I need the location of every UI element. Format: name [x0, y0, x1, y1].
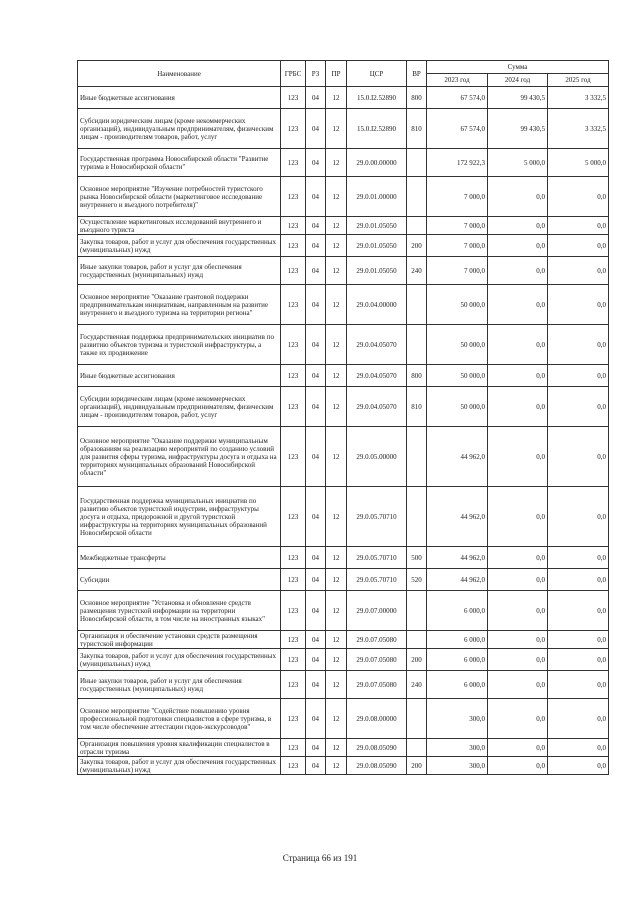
- cell-csr: 29.0.04.00000: [347, 285, 407, 325]
- cell-2023: 300,0: [427, 699, 488, 739]
- cell-rz: 04: [306, 547, 326, 569]
- cell-csr: 29.0.05.70710: [347, 487, 407, 547]
- cell-2023: 44 962,0: [427, 547, 488, 569]
- cell-vr: [407, 325, 427, 365]
- cell-2025: 3 332,5: [548, 109, 609, 149]
- cell-2024: 0,0: [488, 569, 548, 591]
- cell-vr: 810: [407, 387, 427, 427]
- cell-vr: [407, 739, 427, 757]
- header-name: Наименование: [78, 61, 281, 87]
- cell-2025: 0,0: [548, 285, 609, 325]
- cell-rz: 04: [306, 149, 326, 177]
- cell-grbs: 123: [281, 109, 306, 149]
- cell-csr: 15.0.I2.52890: [347, 87, 407, 109]
- cell-2025: 0,0: [548, 387, 609, 427]
- cell-2023: 50 000,0: [427, 325, 488, 365]
- cell-vr: 200: [407, 757, 427, 775]
- cell-2023: 67 574,0: [427, 109, 488, 149]
- cell-rz: 04: [306, 487, 326, 547]
- cell-rz: 04: [306, 365, 326, 387]
- cell-vr: [407, 427, 427, 487]
- cell-rz: 04: [306, 109, 326, 149]
- cell-grbs: 123: [281, 487, 306, 547]
- cell-grbs: 123: [281, 217, 306, 235]
- cell-2025: 0,0: [548, 487, 609, 547]
- cell-name: Государственная программа Новосибирской области "Развитие туризма в Новосибирской области": [78, 149, 281, 177]
- cell-2025: 0,0: [548, 569, 609, 591]
- cell-2025: 0,0: [548, 699, 609, 739]
- cell-2024: 0,0: [488, 427, 548, 487]
- cell-2024: 0,0: [488, 591, 548, 631]
- cell-2023: 300,0: [427, 739, 488, 757]
- cell-vr: [407, 591, 427, 631]
- table-row: [78, 325, 609, 365]
- cell-csr: 29.0.08.05090: [347, 739, 407, 757]
- cell-rz: 04: [306, 699, 326, 739]
- cell-rz: 04: [306, 427, 326, 487]
- cell-name: Субсидии юридическим лицам (кроме некоммерческих организаций), индивидуальным предпринимателям, физическим лицам - производителям товаров, работ, услуг: [78, 109, 281, 149]
- cell-2023: 7 000,0: [427, 177, 488, 217]
- cell-name: Субсидии юридическим лицам (кроме некоммерческих организаций), индивидуальным предпринимателям, физическим лицам - производителям товаров, работ, услуг: [78, 387, 281, 427]
- cell-grbs: 123: [281, 427, 306, 487]
- cell-2024: 0,0: [488, 387, 548, 427]
- cell-2025: 0,0: [548, 591, 609, 631]
- cell-2023: 50 000,0: [427, 285, 488, 325]
- cell-csr: 29.0.05.70710: [347, 547, 407, 569]
- cell-rz: 04: [306, 325, 326, 365]
- cell-2025: 0,0: [548, 631, 609, 649]
- cell-pr: 12: [326, 547, 347, 569]
- header-vr: ВР: [407, 61, 427, 87]
- cell-pr: 12: [326, 699, 347, 739]
- cell-2024: 0,0: [488, 177, 548, 217]
- cell-grbs: 123: [281, 569, 306, 591]
- cell-rz: 04: [306, 591, 326, 631]
- cell-vr: [407, 177, 427, 217]
- table-row: [78, 739, 609, 757]
- cell-pr: 12: [326, 569, 347, 591]
- cell-rz: 04: [306, 217, 326, 235]
- cell-name: Иные бюджетные ассигнования: [78, 87, 281, 109]
- cell-csr: 29.0.07.00000: [347, 591, 407, 631]
- page-number: Страница 66 из 191: [282, 853, 358, 863]
- cell-pr: 12: [326, 671, 347, 699]
- table-row: [78, 235, 609, 257]
- table-row: [78, 365, 609, 387]
- cell-vr: [407, 217, 427, 235]
- cell-2023: 44 962,0: [427, 427, 488, 487]
- cell-2023: 44 962,0: [427, 487, 488, 547]
- cell-2025: 0,0: [548, 739, 609, 757]
- cell-rz: 04: [306, 87, 326, 109]
- budget-table: [77, 60, 609, 775]
- header-rz: РЗ: [306, 61, 326, 87]
- cell-2025: 0,0: [548, 671, 609, 699]
- cell-rz: 04: [306, 257, 326, 285]
- cell-csr: 29.0.01.05050: [347, 257, 407, 285]
- table-row: [78, 487, 609, 547]
- cell-vr: [407, 285, 427, 325]
- cell-pr: 12: [326, 177, 347, 217]
- cell-grbs: 123: [281, 649, 306, 671]
- cell-2024: 0,0: [488, 547, 548, 569]
- cell-vr: 200: [407, 649, 427, 671]
- cell-2024: 0,0: [488, 671, 548, 699]
- cell-name: Закупка товаров, работ и услуг для обеспечения государственных (муниципальных) нужд: [78, 235, 281, 257]
- cell-rz: 04: [306, 177, 326, 217]
- cell-grbs: 123: [281, 325, 306, 365]
- cell-2025: 0,0: [548, 257, 609, 285]
- table-row: [78, 699, 609, 739]
- cell-name: Организация повышения уровня квалификации специалистов в отрасли туризма: [78, 739, 281, 757]
- cell-csr: 29.0.08.00000: [347, 699, 407, 739]
- cell-grbs: 123: [281, 547, 306, 569]
- cell-grbs: 123: [281, 257, 306, 285]
- cell-grbs: 123: [281, 757, 306, 775]
- table-row: [78, 631, 609, 649]
- cell-name: Осуществление маркетинговых исследований внутреннего и въездного туриста: [78, 217, 281, 235]
- cell-grbs: 123: [281, 149, 306, 177]
- cell-csr: 29.0.04.05070: [347, 387, 407, 427]
- cell-vr: [407, 699, 427, 739]
- cell-2023: 6 000,0: [427, 671, 488, 699]
- cell-2024: 0,0: [488, 217, 548, 235]
- cell-2024: 5 000,0: [488, 149, 548, 177]
- cell-rz: 04: [306, 739, 326, 757]
- cell-2025: 0,0: [548, 365, 609, 387]
- cell-vr: 800: [407, 365, 427, 387]
- cell-pr: 12: [326, 631, 347, 649]
- cell-csr: 29.0.05.70710: [347, 569, 407, 591]
- cell-2024: 0,0: [488, 739, 548, 757]
- table-row: [78, 149, 609, 177]
- cell-rz: 04: [306, 631, 326, 649]
- cell-csr: 29.0.00.00000: [347, 149, 407, 177]
- cell-name: Межбюджетные трансферты: [78, 547, 281, 569]
- cell-2024: 0,0: [488, 325, 548, 365]
- table-row: [78, 757, 609, 775]
- cell-pr: 12: [326, 109, 347, 149]
- cell-2024: 99 430,5: [488, 109, 548, 149]
- cell-2023: 67 574,0: [427, 87, 488, 109]
- table-row: [78, 257, 609, 285]
- cell-vr: [407, 149, 427, 177]
- cell-2025: 0,0: [548, 649, 609, 671]
- cell-name: Иные закупки товаров, работ и услуг для обеспечения государственных (муниципальных) нужд: [78, 671, 281, 699]
- cell-name: Основное мероприятие "Установка и обновление средств размещения туристской информации на территории Новосибирской области, в том числе на иностранных языках": [78, 591, 281, 631]
- cell-rz: 04: [306, 235, 326, 257]
- cell-grbs: 123: [281, 671, 306, 699]
- table-body: [78, 87, 609, 775]
- cell-name: Основное мероприятие "Оказание грантовой поддержки предпринимателькам инициативам, направленным на развитие внутреннего и въездного туризма на территории региона": [78, 285, 281, 325]
- cell-2025: 0,0: [548, 547, 609, 569]
- cell-grbs: 123: [281, 591, 306, 631]
- cell-grbs: 123: [281, 365, 306, 387]
- cell-grbs: 123: [281, 631, 306, 649]
- table-row: [78, 671, 609, 699]
- cell-2024: 0,0: [488, 257, 548, 285]
- cell-csr: 29.0.07.05080: [347, 631, 407, 649]
- cell-2025: 5 000,0: [548, 149, 609, 177]
- cell-vr: 500: [407, 547, 427, 569]
- cell-2024: 0,0: [488, 757, 548, 775]
- cell-2024: 0,0: [488, 631, 548, 649]
- cell-grbs: 123: [281, 285, 306, 325]
- cell-pr: 12: [326, 427, 347, 487]
- table-row: [78, 569, 609, 591]
- cell-csr: 29.0.05.00000: [347, 427, 407, 487]
- cell-name: Основное мероприятие "Содействие повышению уровня профессиональной подготовки специалистов в сфере туризма, в том числе обеспечение аттестации гидов-экскурсоводов": [78, 699, 281, 739]
- cell-pr: 12: [326, 285, 347, 325]
- cell-pr: 12: [326, 217, 347, 235]
- cell-csr: 29.0.07.05080: [347, 649, 407, 671]
- cell-grbs: 123: [281, 387, 306, 427]
- table-row: [78, 177, 609, 217]
- cell-csr: 15.0.I2.52890: [347, 109, 407, 149]
- cell-2023: 7 000,0: [427, 257, 488, 285]
- cell-2023: 50 000,0: [427, 387, 488, 427]
- cell-2024: 0,0: [488, 365, 548, 387]
- cell-pr: 12: [326, 757, 347, 775]
- cell-2025: 0,0: [548, 217, 609, 235]
- cell-rz: 04: [306, 387, 326, 427]
- header-pr: ПР: [326, 61, 347, 87]
- cell-rz: 04: [306, 671, 326, 699]
- header-year-2024: 2024 год: [488, 74, 548, 87]
- cell-vr: [407, 631, 427, 649]
- cell-pr: 12: [326, 257, 347, 285]
- table-row: [78, 387, 609, 427]
- table-row: [78, 591, 609, 631]
- cell-name: Организация и обеспечение установки средств размещения туристской информации: [78, 631, 281, 649]
- cell-csr: 29.0.04.05070: [347, 325, 407, 365]
- cell-name: Закупка товаров, работ и услуг для обеспечения государственных (муниципальных) нужд: [78, 757, 281, 775]
- cell-pr: 12: [326, 325, 347, 365]
- cell-grbs: 123: [281, 87, 306, 109]
- header-grbs: ГРБС: [281, 61, 306, 87]
- cell-2025: 0,0: [548, 757, 609, 775]
- cell-2024: 0,0: [488, 649, 548, 671]
- cell-2024: 99 430,5: [488, 87, 548, 109]
- cell-2024: 0,0: [488, 235, 548, 257]
- cell-vr: 520: [407, 569, 427, 591]
- table-row: [78, 427, 609, 487]
- cell-2025: 0,0: [548, 325, 609, 365]
- cell-pr: 12: [326, 235, 347, 257]
- cell-vr: 200: [407, 235, 427, 257]
- cell-pr: 12: [326, 591, 347, 631]
- cell-csr: 29.0.04.05070: [347, 365, 407, 387]
- cell-grbs: 123: [281, 177, 306, 217]
- cell-csr: 29.0.01.05050: [347, 217, 407, 235]
- cell-grbs: 123: [281, 739, 306, 757]
- cell-name: Субсидии: [78, 569, 281, 591]
- cell-2025: 0,0: [548, 235, 609, 257]
- cell-2023: 7 000,0: [427, 217, 488, 235]
- cell-2023: 50 000,0: [427, 365, 488, 387]
- cell-csr: 29.0.07.05080: [347, 671, 407, 699]
- cell-vr: 240: [407, 257, 427, 285]
- cell-pr: 12: [326, 387, 347, 427]
- cell-name: Государственная поддержка муниципальных инициатив по развитию объектов туристской индустрии, инфраструктуры досуга и отдыха, придорожной и другой туристской инфраструктуры на территориях муниципальных образований Новосибирской области: [78, 487, 281, 547]
- cell-2025: 0,0: [548, 427, 609, 487]
- table-row: [78, 285, 609, 325]
- cell-2025: 3 332,5: [548, 87, 609, 109]
- header-year-2025: 2025 год: [548, 74, 609, 87]
- cell-rz: 04: [306, 285, 326, 325]
- cell-2023: 44 962,0: [427, 569, 488, 591]
- header-sum: Сумма: [427, 61, 609, 74]
- cell-name: Закупка товаров, работ и услуг для обеспечения государственных (муниципальных) нужд: [78, 649, 281, 671]
- header-csr: ЦСР: [347, 61, 407, 87]
- cell-csr: 29.0.01.05050: [347, 235, 407, 257]
- table-row: [78, 547, 609, 569]
- cell-vr: 800: [407, 87, 427, 109]
- cell-csr: 29.0.01.00000: [347, 177, 407, 217]
- cell-vr: [407, 487, 427, 547]
- cell-rz: 04: [306, 569, 326, 591]
- cell-name: Основное мероприятие "Изучение потребностей туристского рынка Новосибирской области (маркетинговое исследование внутреннего и въездного потребителя)": [78, 177, 281, 217]
- cell-rz: 04: [306, 649, 326, 671]
- cell-vr: 240: [407, 671, 427, 699]
- table-row: [78, 109, 609, 149]
- cell-2023: 300,0: [427, 757, 488, 775]
- cell-2023: 6 000,0: [427, 649, 488, 671]
- cell-pr: 12: [326, 649, 347, 671]
- cell-2023: 172 922,3: [427, 149, 488, 177]
- cell-pr: 12: [326, 487, 347, 547]
- table-row: [78, 649, 609, 671]
- cell-name: Основное мероприятие "Оказание поддержки муниципальным образованиям на реализацию мероприятий по созданию условий для развития сферы туризма, инфраструктуры досуга и отдыха на территориях муниципальных образований Новосибирской области": [78, 427, 281, 487]
- cell-2024: 0,0: [488, 699, 548, 739]
- table-row: [78, 87, 609, 109]
- cell-name: Иные закупки товаров, работ и услуг для обеспечения государственных (муниципальных) нужд: [78, 257, 281, 285]
- cell-name: Государственная поддержка предпринимательских инициатив по развитию объектов туризма и туристской инфраструктуры, а также их продвижение: [78, 325, 281, 365]
- cell-2023: 6 000,0: [427, 631, 488, 649]
- cell-2024: 0,0: [488, 285, 548, 325]
- cell-vr: 810: [407, 109, 427, 149]
- cell-pr: 12: [326, 739, 347, 757]
- cell-rz: 04: [306, 757, 326, 775]
- cell-pr: 12: [326, 365, 347, 387]
- cell-grbs: 123: [281, 235, 306, 257]
- cell-pr: 12: [326, 149, 347, 177]
- cell-csr: 29.0.08.05090: [347, 757, 407, 775]
- cell-2024: 0,0: [488, 487, 548, 547]
- table-row: [78, 217, 609, 235]
- cell-2023: 7 000,0: [427, 235, 488, 257]
- cell-2023: 6 000,0: [427, 591, 488, 631]
- cell-pr: 12: [326, 87, 347, 109]
- header-year-2023: 2023 год: [427, 74, 488, 87]
- cell-grbs: 123: [281, 699, 306, 739]
- cell-2025: 0,0: [548, 177, 609, 217]
- cell-name: Иные бюджетные ассигнования: [78, 365, 281, 387]
